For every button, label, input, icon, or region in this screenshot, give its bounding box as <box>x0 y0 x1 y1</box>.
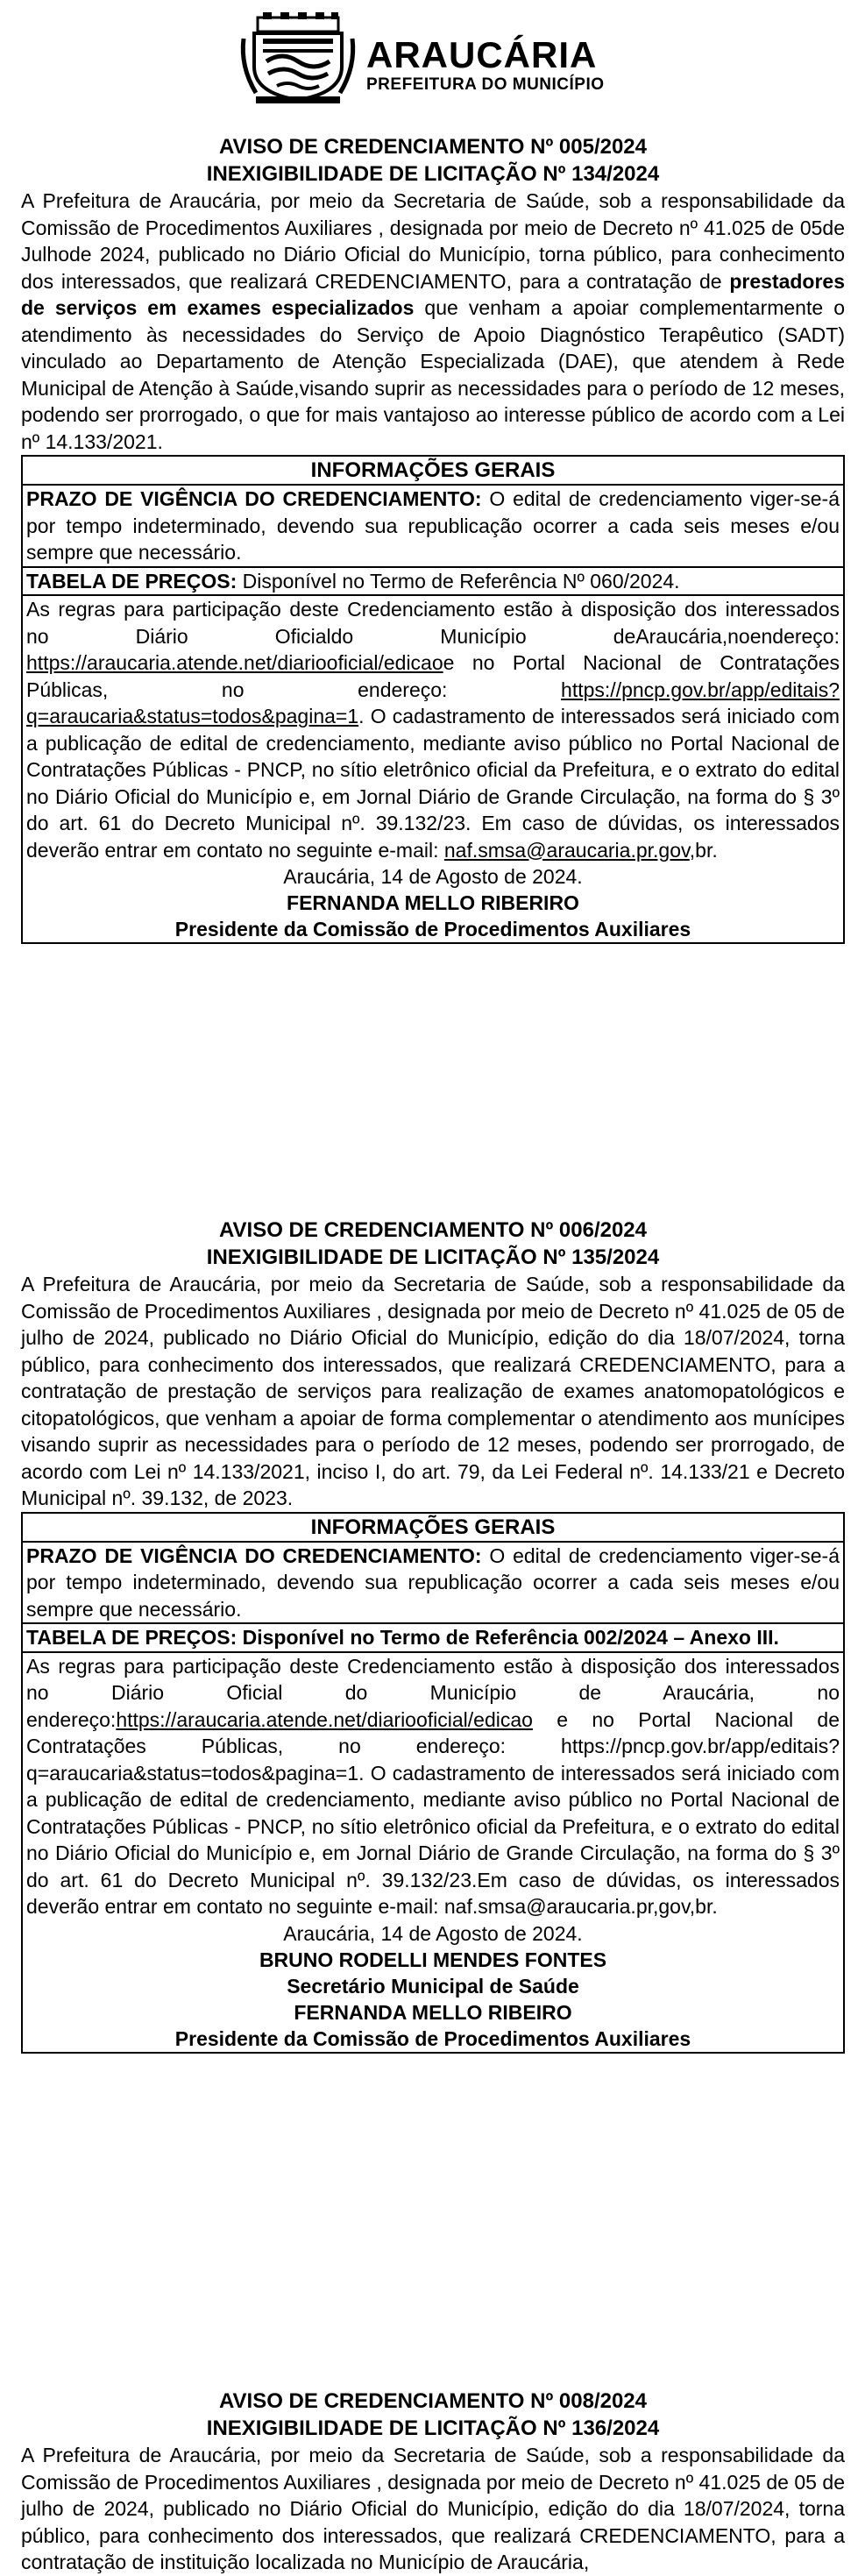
notice-006-2024 <box>21 1217 845 2054</box>
coat-of-arms-icon <box>237 12 359 103</box>
notice-intro: A Prefeitura de Araucária, por meio da Secretaria de Saúde, sob a responsabilidade da Comissão de Procedimentos Auxiliares , designada por meio de Decreto nº 41.025 de 05de Julhode 2024, publicado no Diário Oficial do Município, torna público, para conhecimento dos interessados, que realizará CREDENCIAMENTO, para a contratação de prestadores de serviços em exames especializados que venham a apoiar complementarmente o atendimento às necessidades do Serviço de Apoio Diagnóstico Terapêutico (SADT) vinculado ao Departamento de Atenção Especializada (DAE), que atendem à Rede Municipal de Atenção à Saúde,visando suprir as necessidades para o período de 12 meses, podendo ser prorrogado, o que for mais vantajoso ao interesse público de acordo com a Lei nº 14.133/2021. <box>21 189 845 453</box>
notice-intro: A Prefeitura de Araucária, por meio da Secretaria de Saúde, sob a responsabilidade da Comissão de Procedimentos Auxiliares , designada por meio de Decreto nº 41.025 de 05 de julho de 2024, publicado no Diário Oficial do Município, edição do dia 18/07/2024, torna público, para conhecimento dos interessados, que realizará CREDENCIAMENTO, para a contratação de instituição localizada no Município de Araucária, <box>21 2444 845 2573</box>
notice-title: AVISO DE CREDENCIAMENTO Nº 008/2024 <box>218 2389 647 2413</box>
info-box <box>21 1512 845 2054</box>
brand-subtitle: PREFEITURA DO MUNICÍPIO <box>366 75 605 94</box>
signer-role: Presidente da Comissão de Procedimentos Auxiliares <box>174 918 691 940</box>
validity-label: PRAZO DE VIGÊNCIA DO CREDENCIAMENTO: <box>26 487 482 510</box>
notice-title: AVISO DE CREDENCIAMENTO Nº 006/2024 <box>218 1218 647 1242</box>
signature-date: Araucária, 14 de Agosto de 2024. <box>283 865 583 888</box>
notice-subtitle: INEXIGIBILIDADE DE LICITAÇÃO Nº 136/2024 <box>206 2416 660 2440</box>
diario-oficial-link[interactable]: https://araucaria.atende.net/diariooficial/edicao <box>116 1707 533 1731</box>
validity-cell: PRAZO DE VIGÊNCIA DO CREDENCIAMENTO: O edital de credenciamento viger-se-á por tempo indeterminado, devendo sua republicação ocorrer a cada seis meses e/ou sempre que necessário. <box>23 486 843 568</box>
signer-role: Secretário Municipal de Saúde <box>287 1974 579 1998</box>
price-table-text: TABELA DE PREÇOS: Disponível no Termo de Referência 002/2024 – Anexo III. <box>26 1626 779 1649</box>
price-table-cell <box>23 1624 843 1653</box>
notice-title: AVISO DE CREDENCIAMENTO Nº 005/2024 <box>218 135 647 159</box>
validity-cell: PRAZO DE VIGÊNCIA DO CREDENCIAMENTO: O edital de credenciamento viger-se-á por tempo indeterminado, devendo sua republicação ocorrer a cada seis meses e/ou sempre que necessário. <box>23 1543 843 1625</box>
info-box-heading: INFORMAÇÕES GERAIS <box>23 457 843 486</box>
info-box <box>21 455 845 944</box>
signature-date: Araucária, 14 de Agosto de 2024. <box>283 1921 583 1945</box>
price-table-cell: TABELA DE PREÇOS: Disponível no Termo de Referência Nº 060/2024. <box>23 568 843 597</box>
municipal-header <box>237 12 692 107</box>
notice-subtitle: INEXIGIBILIDADE DE LICITAÇÃO Nº 135/2024 <box>206 1245 660 1269</box>
notice-intro: A Prefeitura de Araucária, por meio da Secretaria de Saúde, sob a responsabilidade da Comissão de Procedimentos Auxiliares , designada por meio de Decreto nº 41.025 de 05 de julho de 2024, publicado no Diário Oficial do Município, edição do dia 18/07/2024, torna público, para conhecimento dos interessados, que realizará CREDENCIAMENTO, para a contratação de prestação de serviços para realização de exames anatomopatológicos e citopatológicos, que venham a apoiar de forma complementar o atendimento aos munícipes visando suprir as necessidades para o período de 12 meses, podendo ser prorrogado, de acordo com Lei nº 14.133/2021, inciso I, do art. 79, da Lei Federal nº. 14.133/21 e Decreto Municipal nº. 39.132, de 2023. <box>21 1273 845 1509</box>
notice-008-2024 <box>21 2388 845 2576</box>
signer-name: FERNANDA MELLO RIBERIRO <box>287 891 579 914</box>
brand-name: ARAUCÁRIA <box>366 34 598 75</box>
notice-subtitle: INEXIGIBILIDADE DE LICITAÇÃO Nº 134/2024 <box>206 162 660 186</box>
pncp-link[interactable]: https://pncp.gov.br/app/editais?q=araucaria&status=todos&pagina=1 <box>26 678 840 727</box>
signer-role: Presidente da Comissão de Procedimentos Auxiliares <box>174 2026 691 2050</box>
contact-email-link[interactable]: naf.smsa@araucaria.pr.gov <box>443 838 690 862</box>
signer-name: BRUNO RODELLI MENDES FONTES <box>259 1948 607 1971</box>
notice-005-2024 <box>21 133 845 944</box>
validity-label: PRAZO DE VIGÊNCIA DO CREDENCIAMENTO: <box>26 1543 482 1567</box>
diario-oficial-link[interactable]: https://araucaria.atende.net/diariooficial/edicao <box>26 651 443 674</box>
info-box-heading: INFORMAÇÕES GERAIS <box>23 1514 843 1543</box>
price-table-label: TABELA DE PREÇOS: <box>26 569 238 593</box>
signer-name: FERNANDA MELLO RIBEIRO <box>294 2000 572 2024</box>
brand-wordmark <box>366 34 605 95</box>
rules-cell: As regras para participação deste Credenciamento estão à disposição dos interessados no Diário Oficialdo Município deAraucária,noendereço: https://araucaria.atende.net/diariooficial/edicaoe no Portal Nacional de Contratações Públicas, no endereço: https://pncp.gov.br/app/editais?q=araucaria&status=todos&pagina=1. O cadastramento de interessados será iniciado com a publicação de edital de credenciamento, mediante aviso público no Portal Nacional de Contratações Públicas - PNCP, no sítio eletrônico oficial da Prefeitura, e o extrato do edital no Diário Oficial do Município e, em Jornal Diário de Grande Circulação, na forma do § 3º do art. 61 do Decreto Municipal nº. 39.132/23. Em caso de dúvidas, os interessados deverão entrar em contato no seguinte e-mail: naf.smsa@araucaria.pr.gov,br. Araucária, 14 de Agosto de 2024. FERNANDA MELLO RIBERIRO Presidente da Comissão de Procedimentos Auxiliares <box>26 598 840 940</box>
rules-cell: As regras para participação deste Credenciamento estão à disposição dos interessados no Diário Oficial do Município de Araucária, no endereço:https://araucaria.atende.net/diariooficial/edicao e no Portal Nacional de Contratações Públicas, no endereço: https://pncp.gov.br/app/editais?q=araucaria&status=todos&pagina=1. O cadastramento de interessados será iniciado com a publicação de edital de credenciamento, mediante aviso público no Portal Nacional de Contratações Públicas - PNCP, no sítio eletrônico oficial da Prefeitura, e o extrato do edital no Diário Oficial do Município e, em Jornal Diário de Grande Circulação, na forma do § 3º do art. 61 do Decreto Municipal nº. 39.132/23.Em caso de dúvidas, os interessados deverão entrar em contato no seguinte e-mail: naf.smsa@araucaria.pr,gov,br. Araucária, 14 de Agosto de 2024. BRUNO RODELLI MENDES FONTES Secretário Municipal de Saúde FERNANDA MELLO RIBEIRO Presidente da Comissão de Procedimentos Auxiliares <box>26 1654 840 2050</box>
